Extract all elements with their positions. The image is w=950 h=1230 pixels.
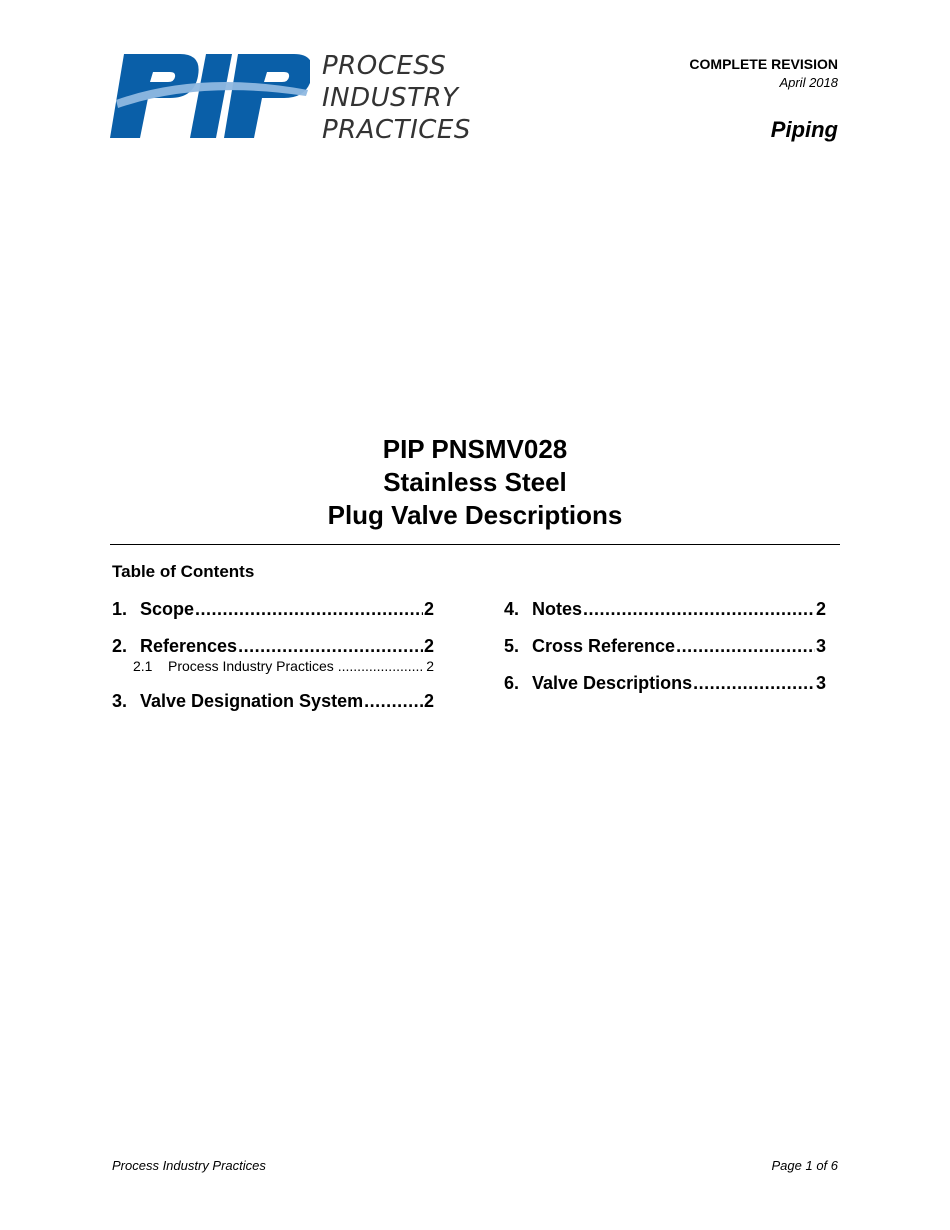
logo-wordmark <box>322 50 471 146</box>
toc-entry-scope[interactable] <box>112 598 434 620</box>
toc-entry-page: 3 <box>815 673 826 693</box>
logo-word: PROCESS <box>322 51 447 81</box>
footer-organization: Process Industry Practices <box>112 1158 266 1173</box>
toc-entry-number: 6. <box>504 673 520 693</box>
title-line: Stainless Steel <box>383 467 567 497</box>
logo-word: PRACTICES <box>322 115 471 145</box>
toc-entry-notes[interactable] <box>504 598 826 620</box>
toc-subentry-label: Process Industry Practices <box>168 658 334 674</box>
toc-heading: Table of Contents <box>112 562 255 581</box>
toc-leader-dots <box>195 598 423 620</box>
toc-entry-references[interactable] <box>112 635 434 657</box>
toc-entry-label: Scope <box>140 599 195 619</box>
revision-date: April 2018 <box>779 75 838 90</box>
toc-entry-label: Cross Reference <box>532 636 676 656</box>
toc-entry-valve-descriptions[interactable] <box>504 672 826 694</box>
title-divider <box>110 544 840 545</box>
pip-logo-mark <box>110 50 310 142</box>
toc-leader-dots <box>693 672 815 694</box>
toc-leader-dots <box>364 690 423 712</box>
toc-entry-page: 2 <box>815 599 826 619</box>
toc-subentry-page: 2 <box>426 658 434 674</box>
toc-entry-number: 4. <box>504 599 520 619</box>
toc-column-left <box>112 598 434 712</box>
toc-entry-page: 3 <box>815 636 826 656</box>
toc-entry-label: Notes <box>532 599 583 619</box>
toc-entry-page: 2 <box>423 636 434 656</box>
logo-word: INDUSTRY <box>322 83 459 113</box>
document-title <box>0 433 950 532</box>
toc-subentry-number: 2.1 <box>133 658 153 674</box>
toc-leader-dots <box>338 657 422 675</box>
toc-column-right <box>504 598 826 694</box>
title-line: Plug Valve Descriptions <box>327 500 623 530</box>
toc-entry-page: 2 <box>423 599 434 619</box>
toc-entry-label: References <box>140 636 238 656</box>
toc-entry-valve-designation-system[interactable] <box>112 690 434 712</box>
toc-entry-number: 5. <box>504 636 520 656</box>
footer-page-number: Page 1 of 6 <box>771 1158 838 1173</box>
document-category: Piping <box>770 117 838 142</box>
pip-logo <box>110 50 490 145</box>
toc-entry-number: 1. <box>112 599 128 619</box>
toc-entry-label: Valve Descriptions <box>532 673 693 693</box>
toc-entry-number: 2. <box>112 636 128 656</box>
toc-entry-number: 3. <box>112 691 128 711</box>
toc-entry-cross-reference[interactable] <box>504 635 826 657</box>
toc-entry-label: Valve Designation System <box>140 691 364 711</box>
title-line: PIP PNSMV028 <box>382 434 568 464</box>
revision-label: COMPLETE REVISION <box>689 56 838 72</box>
toc-subentry-process-industry-practices[interactable] <box>112 657 434 675</box>
toc-leader-dots <box>676 635 815 657</box>
toc-leader-dots <box>238 635 423 657</box>
toc-leader-dots <box>583 598 815 620</box>
toc-entry-page: 2 <box>423 691 434 711</box>
